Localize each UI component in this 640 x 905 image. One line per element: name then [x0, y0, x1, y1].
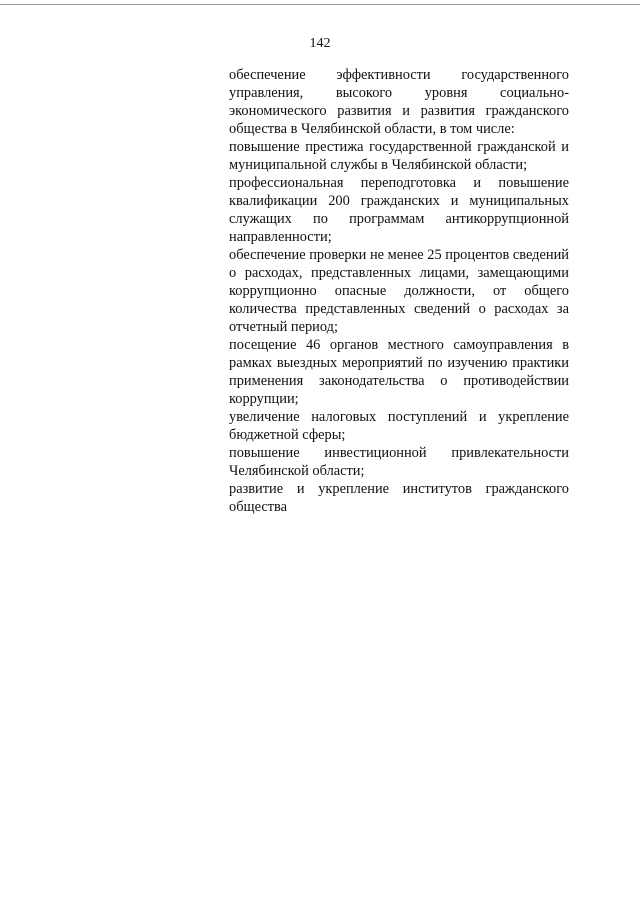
paragraph-1: обеспечение эффективности государственного управления, высокого уровня социально-экономического развития и развития гражданского общества в Челябинской области, в том числе: [229, 67, 569, 137]
page-number: 142 [309, 36, 331, 51]
paragraph-8: развитие и укрепление институтов гражданского общества [229, 481, 569, 515]
paragraph-4: обеспечение проверки не менее 25 процентов сведений о расходах, представленных лицами, замещающими коррупционно опасные должности, от общего количества представленных сведений о расходах за отчетный период; [229, 247, 569, 335]
paragraph-3: профессиональная переподготовка и повышение квалификации 200 гражданских и муниципальных служащих по программам антикоррупционной направленности; [229, 175, 569, 245]
paragraph-5: посещение 46 органов местного самоуправления в рамках выездных мероприятий по изучению практики применения законодательства о противодействии коррупции; [229, 337, 569, 407]
paragraph-2: повышение престижа государственной гражданской и муниципальной службы в Челябинской области; [229, 139, 569, 173]
scan-top-edge [0, 4, 640, 5]
document-body [229, 66, 569, 516]
paragraph-7: повышение инвестиционной привлекательности Челябинской области; [229, 445, 569, 479]
paragraph-6: увеличение налоговых поступлений и укрепление бюджетной сферы; [229, 409, 569, 443]
